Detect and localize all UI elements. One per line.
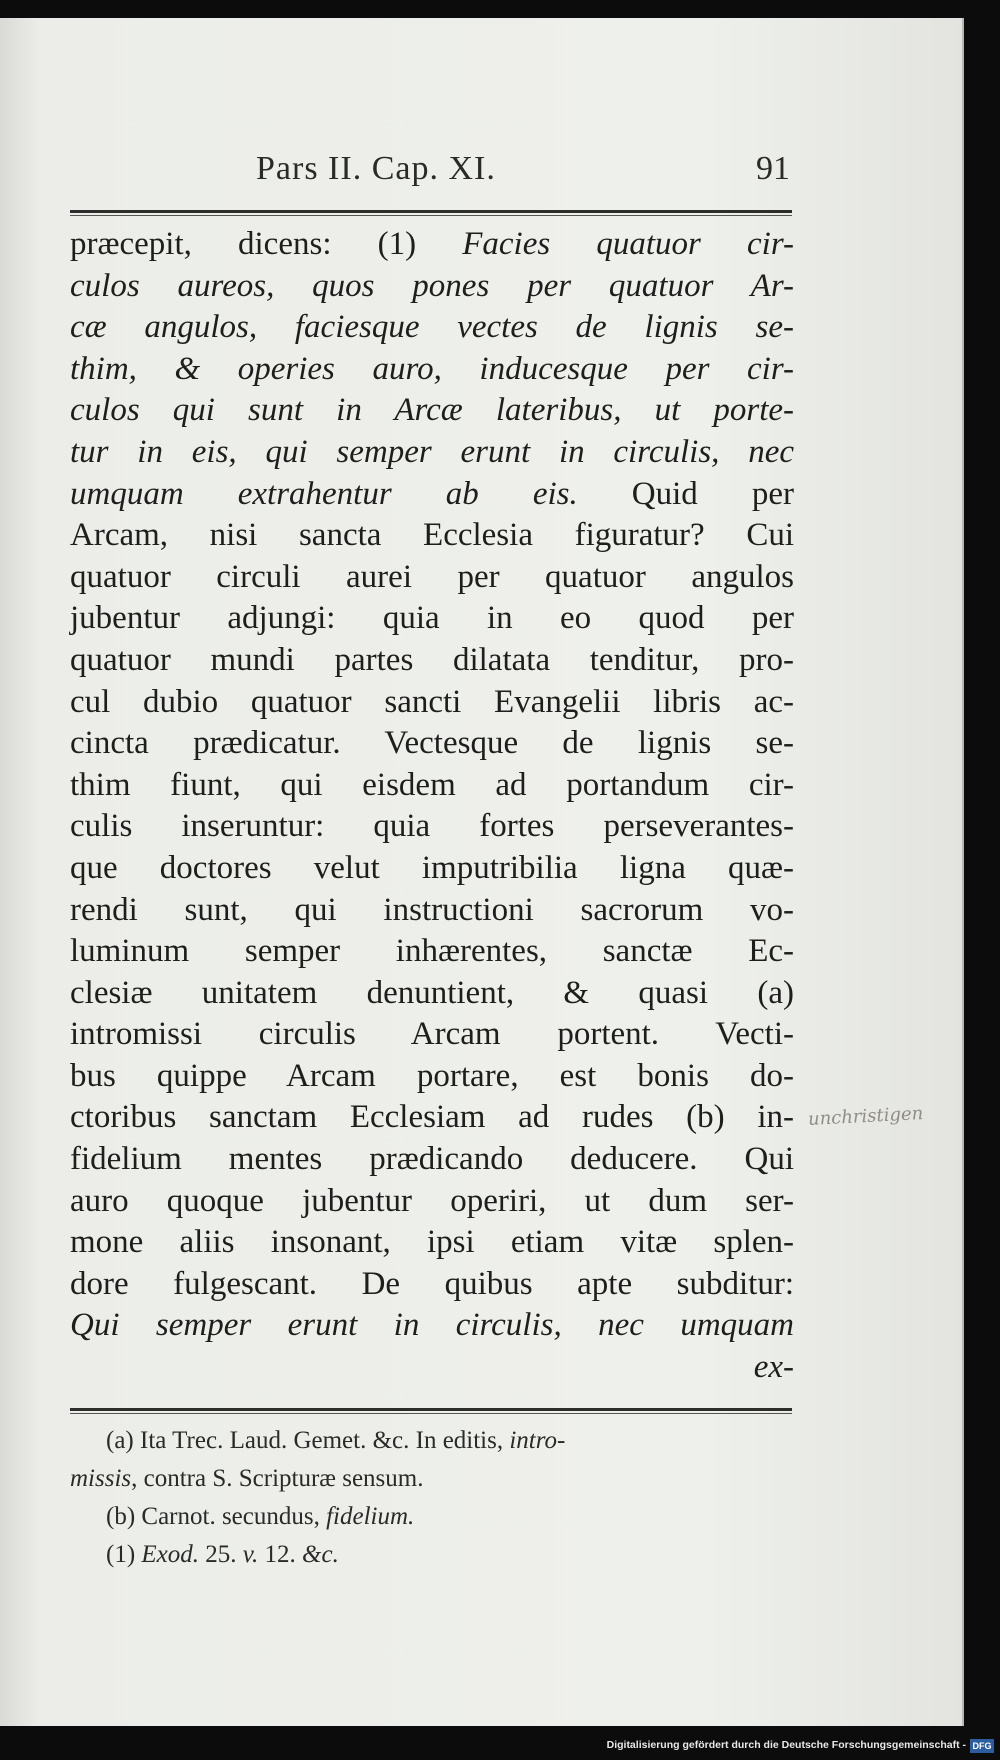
footnote-segment: 25. (199, 1541, 243, 1568)
text-line (70, 349, 794, 391)
text-segment: cincta prædicatur. Vectesque de lignis se- (70, 725, 794, 762)
footnote-line (70, 1498, 794, 1536)
footnote-line (70, 1422, 794, 1460)
dfg-logo: DFG (970, 1739, 994, 1753)
footnote-line (70, 1460, 794, 1498)
page-header (70, 150, 790, 196)
text-line (70, 973, 794, 1015)
text-segment: cul dubio quatuor sancti Evangelii libris ac- (70, 683, 794, 720)
footnote-segment: (a) Ita Trec. Laud. Gemet. &c. In editis, (106, 1427, 510, 1454)
footnote-segment: (b) Carnot. secundus, (106, 1503, 327, 1530)
text-line (70, 1014, 794, 1056)
text-line (70, 1139, 794, 1181)
text-line (70, 1222, 794, 1264)
footnote-segment: &c. (302, 1541, 339, 1568)
text-line (70, 1181, 794, 1223)
text-segment: Qui semper erunt in circulis, nec umquam (70, 1307, 794, 1344)
page-number: 91 (756, 150, 790, 187)
text-segment: quatuor mundi partes dilatata tenditur, pro- (70, 641, 794, 678)
text-segment: que doctores velut imputribilia ligna quæ- (70, 849, 794, 886)
footnote-line (70, 1536, 794, 1574)
footnote-rule-thin (70, 1413, 792, 1414)
text-segment: Arcam, nisi sancta Ecclesia figuratur? Cui (70, 517, 794, 554)
footnotes (70, 1422, 794, 1574)
text-line (70, 1305, 794, 1347)
text-segment: ctoribus sanctam Ecclesiam ad rudes (b) in- (70, 1099, 794, 1136)
footnote-segment: missis (70, 1465, 132, 1492)
text-segment: dore fulgescant. De quibus apte subditur: (70, 1265, 794, 1302)
text-line (70, 723, 794, 765)
footer-bar (0, 1726, 1000, 1760)
footnote-segment: 12. (258, 1541, 303, 1568)
footnote-segment: fidelium. (326, 1503, 415, 1530)
catchword: ex- (753, 1349, 794, 1386)
footnote-segment: intro- (509, 1427, 566, 1454)
main-text (70, 224, 794, 1389)
book-page (0, 18, 964, 1726)
text-line (70, 390, 794, 432)
text-line (70, 890, 794, 932)
text-line (70, 640, 794, 682)
text-line (70, 806, 794, 848)
text-line (70, 515, 794, 557)
text-line (70, 474, 794, 516)
text-segment: præcepit, dicens: (1) (70, 226, 463, 262)
text-segment: clesiæ unitatem denuntient, & quasi (a) (70, 974, 794, 1011)
text-segment: culos aureos, quos pones per quatuor Ar- (70, 267, 794, 304)
text-segment: intromissi circulis Arcam portent. Vecti- (70, 1016, 794, 1053)
text-line (70, 1097, 794, 1139)
text-segment: culos qui sunt in Arcæ lateribus, ut porte- (70, 392, 794, 429)
text-line (70, 765, 794, 807)
text-segment: luminum semper inhærentes, sanctæ Ec- (70, 933, 794, 970)
text-segment: tur in eis, qui semper erunt in circulis, nec (70, 433, 794, 470)
text-line (70, 931, 794, 973)
text-segment: auro quoque jubentur operiri, ut dum ser- (70, 1182, 794, 1219)
digitization-credit: Digitalisierung gefördert durch die Deutsche Forschungsgemeinschaft - (606, 1739, 966, 1751)
text-line (70, 557, 794, 599)
handwritten-margin-note: unchristigen (807, 1102, 924, 1131)
footnote-segment: v. (242, 1541, 259, 1568)
text-segment: culis inseruntur: quia fortes perseverantes- (70, 808, 794, 845)
text-segment: thim, & operies auro, inducesque per cir- (70, 350, 794, 387)
text-line (70, 598, 794, 640)
text-segment: quatuor circuli aurei per quatuor angulos (70, 558, 794, 595)
footnote-segment: , contra S. Scripturæ sensum. (131, 1465, 424, 1492)
text-line (70, 848, 794, 890)
text-line (70, 682, 794, 724)
text-segment: thim fiunt, qui eisdem ad portandum cir- (70, 766, 794, 803)
text-segment: umquam extrahentur ab eis. (70, 475, 578, 512)
footnote-segment: (1) (106, 1541, 142, 1568)
text-segment: jubentur adjungi: quia in eo quod per (70, 600, 794, 637)
text-line (70, 307, 794, 349)
text-segment: Facies quatuor cir- (462, 226, 794, 262)
text-line (70, 266, 794, 308)
header-rule-thin (70, 215, 792, 216)
text-segment: cæ angulos, faciesque vectes de lignis se- (70, 309, 794, 346)
text-segment: Quid per (577, 475, 794, 512)
text-line (70, 1264, 794, 1306)
text-line (70, 224, 794, 266)
text-segment: fidelium mentes prædicando deducere. Qui (70, 1141, 794, 1178)
header-rule (70, 210, 792, 213)
footnote-rule (70, 1408, 792, 1411)
text-line (70, 432, 794, 474)
text-line (70, 1056, 794, 1098)
text-segment: bus quippe Arcam portare, est bonis do- (70, 1057, 794, 1094)
footnote-segment: Exod. (141, 1541, 200, 1568)
text-segment: mone aliis insonant, ipsi etiam vitæ splen- (70, 1224, 794, 1261)
running-title: Pars II. Cap. XI. (256, 150, 496, 187)
text-segment: rendi sunt, qui instructioni sacrorum vo- (70, 891, 794, 928)
